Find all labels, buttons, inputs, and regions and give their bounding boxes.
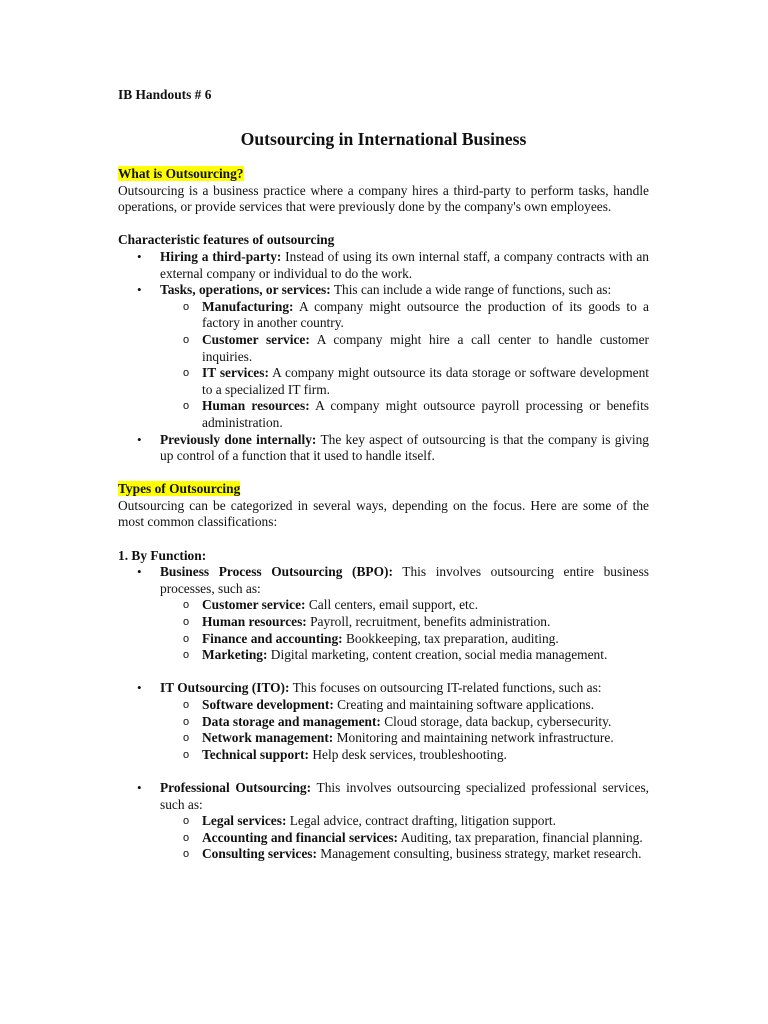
sub-item-term: Customer service: (202, 331, 310, 347)
circle-bullet-icon: o (183, 300, 190, 313)
by-function-heading: 1. By Function: (118, 547, 207, 563)
bullet-icon: • (137, 564, 142, 580)
bullet-icon: • (137, 248, 142, 264)
list-item (137, 680, 649, 763)
circle-bullet-icon: o (183, 732, 190, 745)
sub-item-term: Data storage and management: (202, 713, 381, 729)
bullet-icon: • (137, 779, 142, 795)
sub-item-text: Management consulting, business strategy, market research. (316, 846, 642, 862)
section-what-heading (118, 166, 649, 183)
sub-list-item (183, 746, 649, 764)
sub-item-term: Human resources: (202, 614, 307, 630)
sub-list-item (183, 813, 649, 830)
sub-item-term: Human resources: (202, 398, 310, 414)
sub-item-text: A company might hire a call center to handle customer inquiries. (202, 331, 649, 364)
handout-number: IB Handouts # 6 (118, 87, 212, 102)
item-term: Business Process Outsourcing (BPO): (160, 564, 393, 580)
item-term: Professional Outsourcing: (160, 779, 312, 795)
section-what-body: Outsourcing is a business practice where a company hires a third-party to perform tasks, handle operations, or provide services that were previously done by the company's own employees. (118, 182, 649, 215)
sub-list-item (183, 331, 649, 365)
list-item (137, 564, 649, 664)
sub-item-term: Accounting and financial services: (202, 829, 399, 845)
sub-item-term: IT services: (202, 365, 269, 381)
circle-bullet-icon: o (183, 616, 190, 629)
sub-item-text: A company might outsource payroll processing or benefits administration. (202, 398, 649, 430)
item-term: IT Outsourcing (ITO): (160, 680, 290, 696)
spacer (118, 531, 649, 548)
item-term: Previously done internally: (160, 431, 317, 447)
sub-item-term: Manufacturing: (202, 298, 294, 314)
sub-list-item (183, 630, 649, 648)
sub-item-text: Payroll, recruitment, benefits administration. (306, 614, 551, 630)
bullet-icon: • (137, 680, 142, 696)
sub-list-item (183, 365, 649, 398)
highlighted-heading: What is Outsourcing? (118, 166, 244, 181)
item-text: This involves outsourcing specialized professional services, such as: (160, 779, 649, 812)
document-title: Outsourcing in International Business (240, 129, 527, 149)
sub-item-text: Creating and maintaining software applications. (333, 697, 595, 712)
sub-item-term: Legal services: (202, 813, 287, 829)
circle-bullet-icon: o (183, 632, 190, 645)
list-item (137, 248, 649, 282)
sub-item-text: Auditing, tax preparation, financial planning. (398, 829, 643, 845)
circle-bullet-icon: o (183, 848, 190, 861)
sub-item-text: Help desk services, troubleshooting. (309, 746, 507, 762)
sub-item-term: Consulting services: (202, 846, 317, 862)
document-content (118, 87, 649, 863)
circle-bullet-icon: o (183, 649, 190, 662)
circle-bullet-icon: o (183, 831, 190, 844)
section-features-heading: Characteristic features of outsourcing (118, 232, 335, 248)
circle-bullet-icon: o (183, 599, 190, 612)
sub-list (160, 813, 649, 863)
sub-item-text: Call centers, email support, etc. (305, 597, 479, 613)
section-types-body: Outsourcing can be categorized in several ways, depending on the focus. Here are some of the most common classifications: (118, 497, 649, 530)
sub-list-item (183, 298, 649, 332)
sub-item-term: Marketing: (202, 647, 268, 663)
sub-list-item (183, 597, 649, 614)
professional-list (118, 780, 649, 863)
sub-list-item (183, 846, 649, 863)
spacer (118, 216, 649, 233)
sub-list-item (183, 614, 649, 631)
sub-item-term: Technical support: (202, 746, 310, 762)
item-text: This focuses on outsourcing IT-related functions, such as: (289, 680, 602, 696)
item-text: This involves outsourcing entire business processes, such as: (160, 564, 649, 596)
sub-item-text: Cloud storage, data backup, cybersecurity. (380, 713, 612, 729)
circle-bullet-icon: o (183, 748, 190, 761)
item-term: Hiring a third-party: (160, 248, 282, 264)
item-term: Tasks, operations, or services: (160, 282, 331, 298)
sub-list (160, 697, 649, 763)
list-item (137, 779, 649, 863)
circle-bullet-icon: o (183, 333, 190, 346)
sub-item-text: A company might outsource its data storage or software development to a specialized IT firm. (202, 365, 649, 397)
sub-list-item (183, 398, 649, 431)
list-item (137, 282, 649, 431)
sub-list-item (183, 829, 649, 847)
ito-list (118, 680, 649, 763)
spacer (118, 465, 649, 482)
sub-item-term: Finance and accounting: (202, 630, 343, 646)
sub-item-text: Digital marketing, content creation, social media management. (267, 647, 608, 663)
sub-list (160, 299, 649, 432)
item-text: Instead of using its own internal staff, a company contracts with an external company or individual to do the work. (160, 248, 649, 281)
spacer (118, 664, 649, 681)
sub-item-term: Customer service: (202, 597, 306, 613)
list-item (137, 431, 649, 465)
spacer (118, 763, 649, 780)
sub-list-item (183, 730, 649, 747)
sub-list-item (183, 697, 649, 714)
section-types-heading (118, 481, 649, 498)
sub-item-text: Monitoring and maintaining network infrastructure. (333, 730, 614, 746)
bullet-icon: • (137, 431, 142, 447)
sub-item-text: Bookkeeping, tax preparation, auditing. (342, 630, 559, 646)
sub-list-item (183, 713, 649, 731)
highlighted-heading: Types of Outsourcing (118, 481, 241, 497)
circle-bullet-icon: o (183, 367, 190, 380)
sub-item-text: Legal advice, contract drafting, litigation support. (286, 813, 556, 829)
circle-bullet-icon: o (183, 400, 190, 413)
sub-list-item (183, 647, 649, 664)
circle-bullet-icon: o (183, 699, 190, 711)
sub-item-text: A company might outsource the production of its goods to a factory in another country. (202, 298, 649, 331)
sub-list (160, 597, 649, 663)
circle-bullet-icon: o (183, 815, 190, 828)
sub-item-term: Software development: (202, 697, 334, 712)
sub-item-term: Network management: (202, 730, 334, 746)
features-list (118, 249, 649, 465)
item-text: This can include a wide range of functions, such as: (330, 282, 612, 298)
circle-bullet-icon: o (183, 715, 190, 728)
item-text: The key aspect of outsourcing is that the company is giving up control of a function that it used to handle itself. (160, 431, 649, 464)
bullet-icon: • (137, 282, 142, 298)
bpo-list (118, 564, 649, 664)
